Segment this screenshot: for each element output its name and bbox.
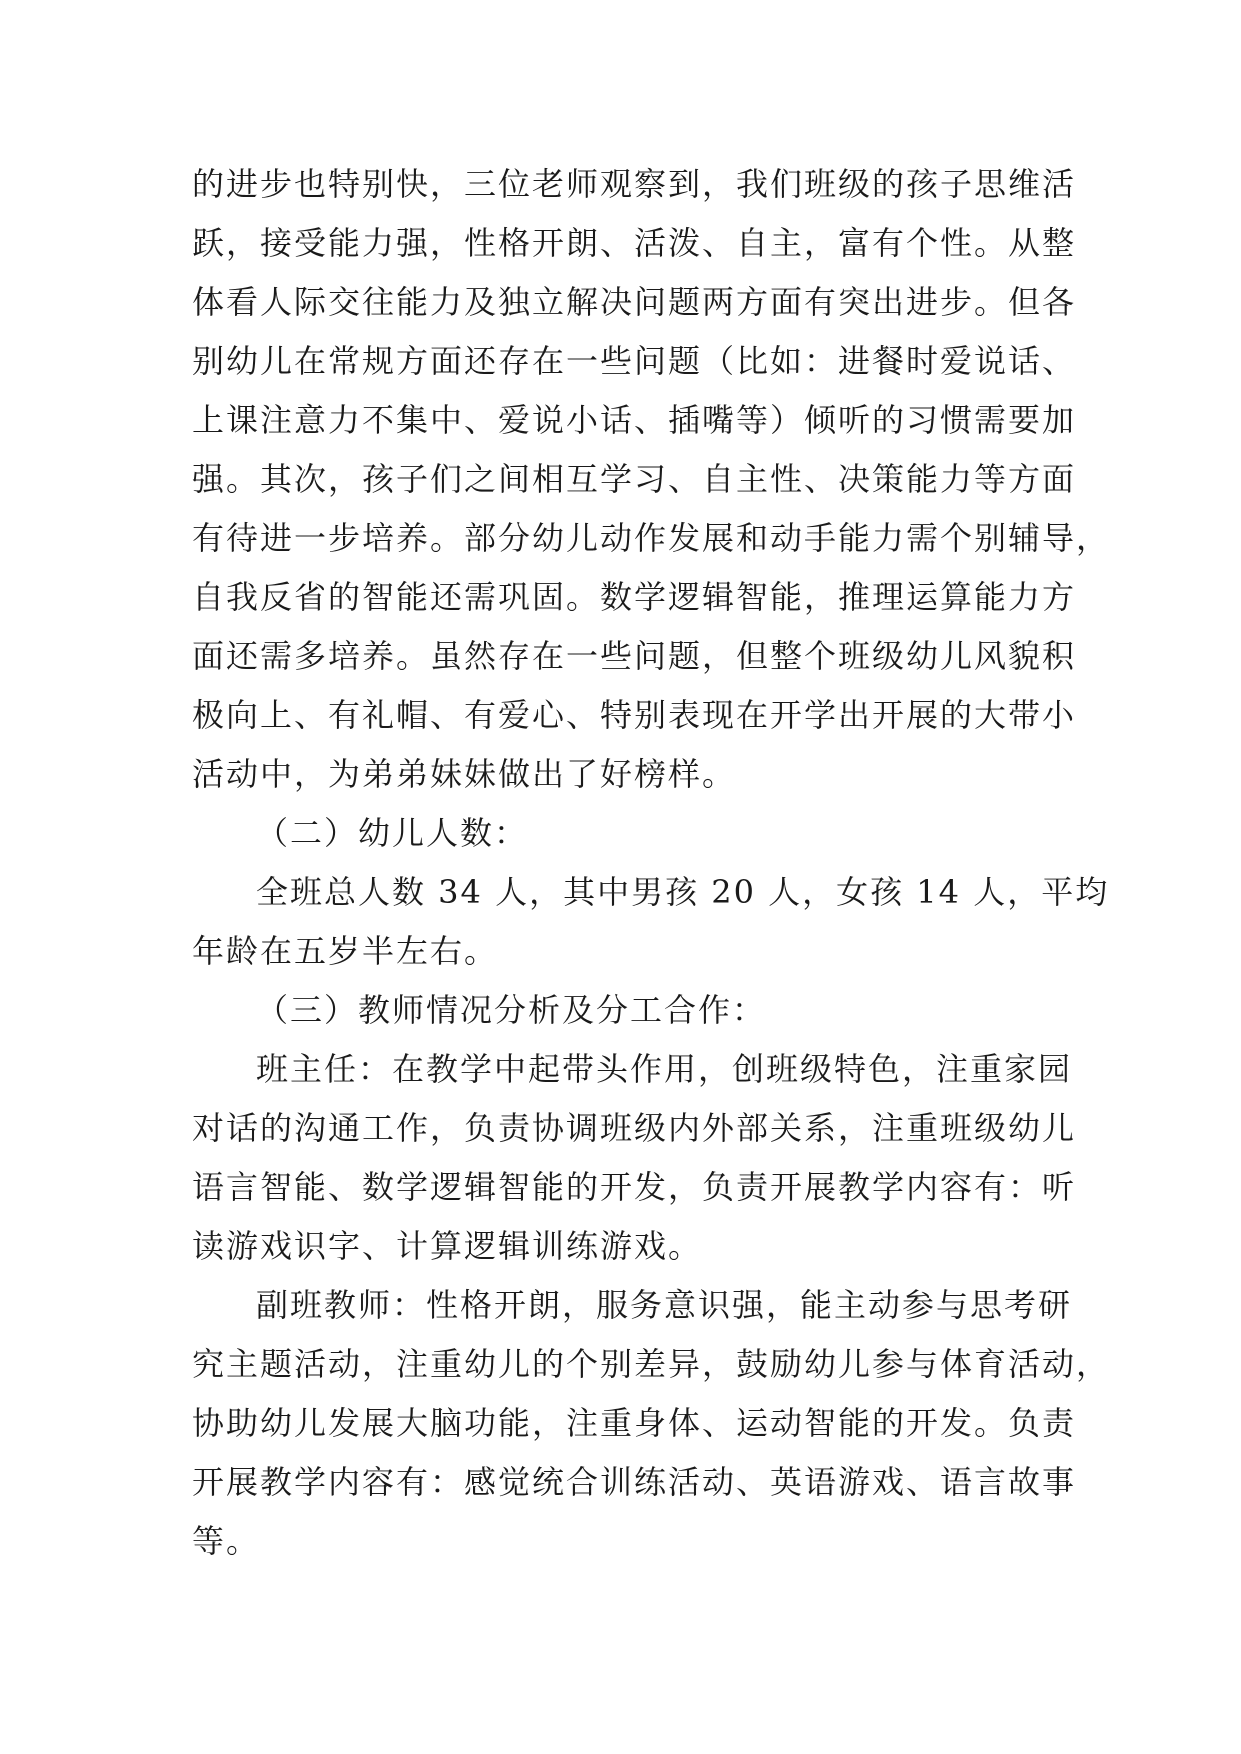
text-line: （三）教师情况分析及分工合作： — [256, 991, 767, 1029]
text-line: 年龄在五岁半左右。 — [192, 932, 499, 970]
text-line: 体看人际交往能力及独立解决问题两方面有突出进步。但各 — [192, 283, 1077, 321]
text-line: 活动中，为弟弟妹妹做出了好榜样。 — [192, 755, 737, 793]
text-line: 究主题活动，注重幼儿的个别差异，鼓励幼儿参与体育活动， — [192, 1345, 1111, 1383]
text-line: 强。其次，孩子们之间相互学习、自主性、决策能力等方面 — [192, 460, 1077, 498]
text-line: 别幼儿在常规方面还存在一些问题（比如：进餐时爱说话、 — [192, 342, 1077, 380]
text-line: 有待进一步培养。部分幼儿动作发展和动手能力需个别辅导， — [192, 519, 1111, 557]
text-line: 等。 — [192, 1522, 261, 1560]
text-line: 对话的沟通工作，负责协调班级内外部关系，注重班级幼儿 — [192, 1109, 1077, 1147]
text-line: 语言智能、数学逻辑智能的开发，负责开展教学内容有：听 — [192, 1168, 1077, 1206]
text-line: 面还需多培养。虽然存在一些问题，但整个班级幼儿风貌积 — [192, 637, 1077, 675]
text-line: 读游戏识字、计算逻辑训练游戏。 — [192, 1227, 703, 1265]
text-line: 的进步也特别快，三位老师观察到，我们班级的孩子思维活 — [192, 165, 1077, 203]
document-body — [192, 155, 1111, 1571]
text-line: 副班教师：性格开朗，服务意识强，能主动参与思考研 — [256, 1286, 1073, 1324]
text-line: 极向上、有礼帽、有爱心、特别表现在开学出开展的大带小 — [192, 696, 1077, 734]
text-line: 跃，接受能力强，性格开朗、活泼、自主，富有个性。从整 — [192, 224, 1077, 262]
text-line: 协助幼儿发展大脑功能，注重身体、运动智能的开发。负责 — [192, 1404, 1077, 1442]
text-line: 班主任：在教学中起带头作用，创班级特色，注重家园 — [256, 1050, 1073, 1088]
text-line: 开展教学内容有：感觉统合训练活动、英语游戏、语言故事 — [192, 1463, 1077, 1501]
text-line: 全班总人数 34 人，其中男孩 20 人，女孩 14 人，平均 — [256, 873, 1110, 911]
text-line: （二）幼儿人数： — [256, 814, 529, 852]
text-line: 上课注意力不集中、爱说小话、插嘴等）倾听的习惯需要加 — [192, 401, 1077, 439]
text-line: 自我反省的智能还需巩固。数学逻辑智能，推理运算能力方 — [192, 578, 1077, 616]
